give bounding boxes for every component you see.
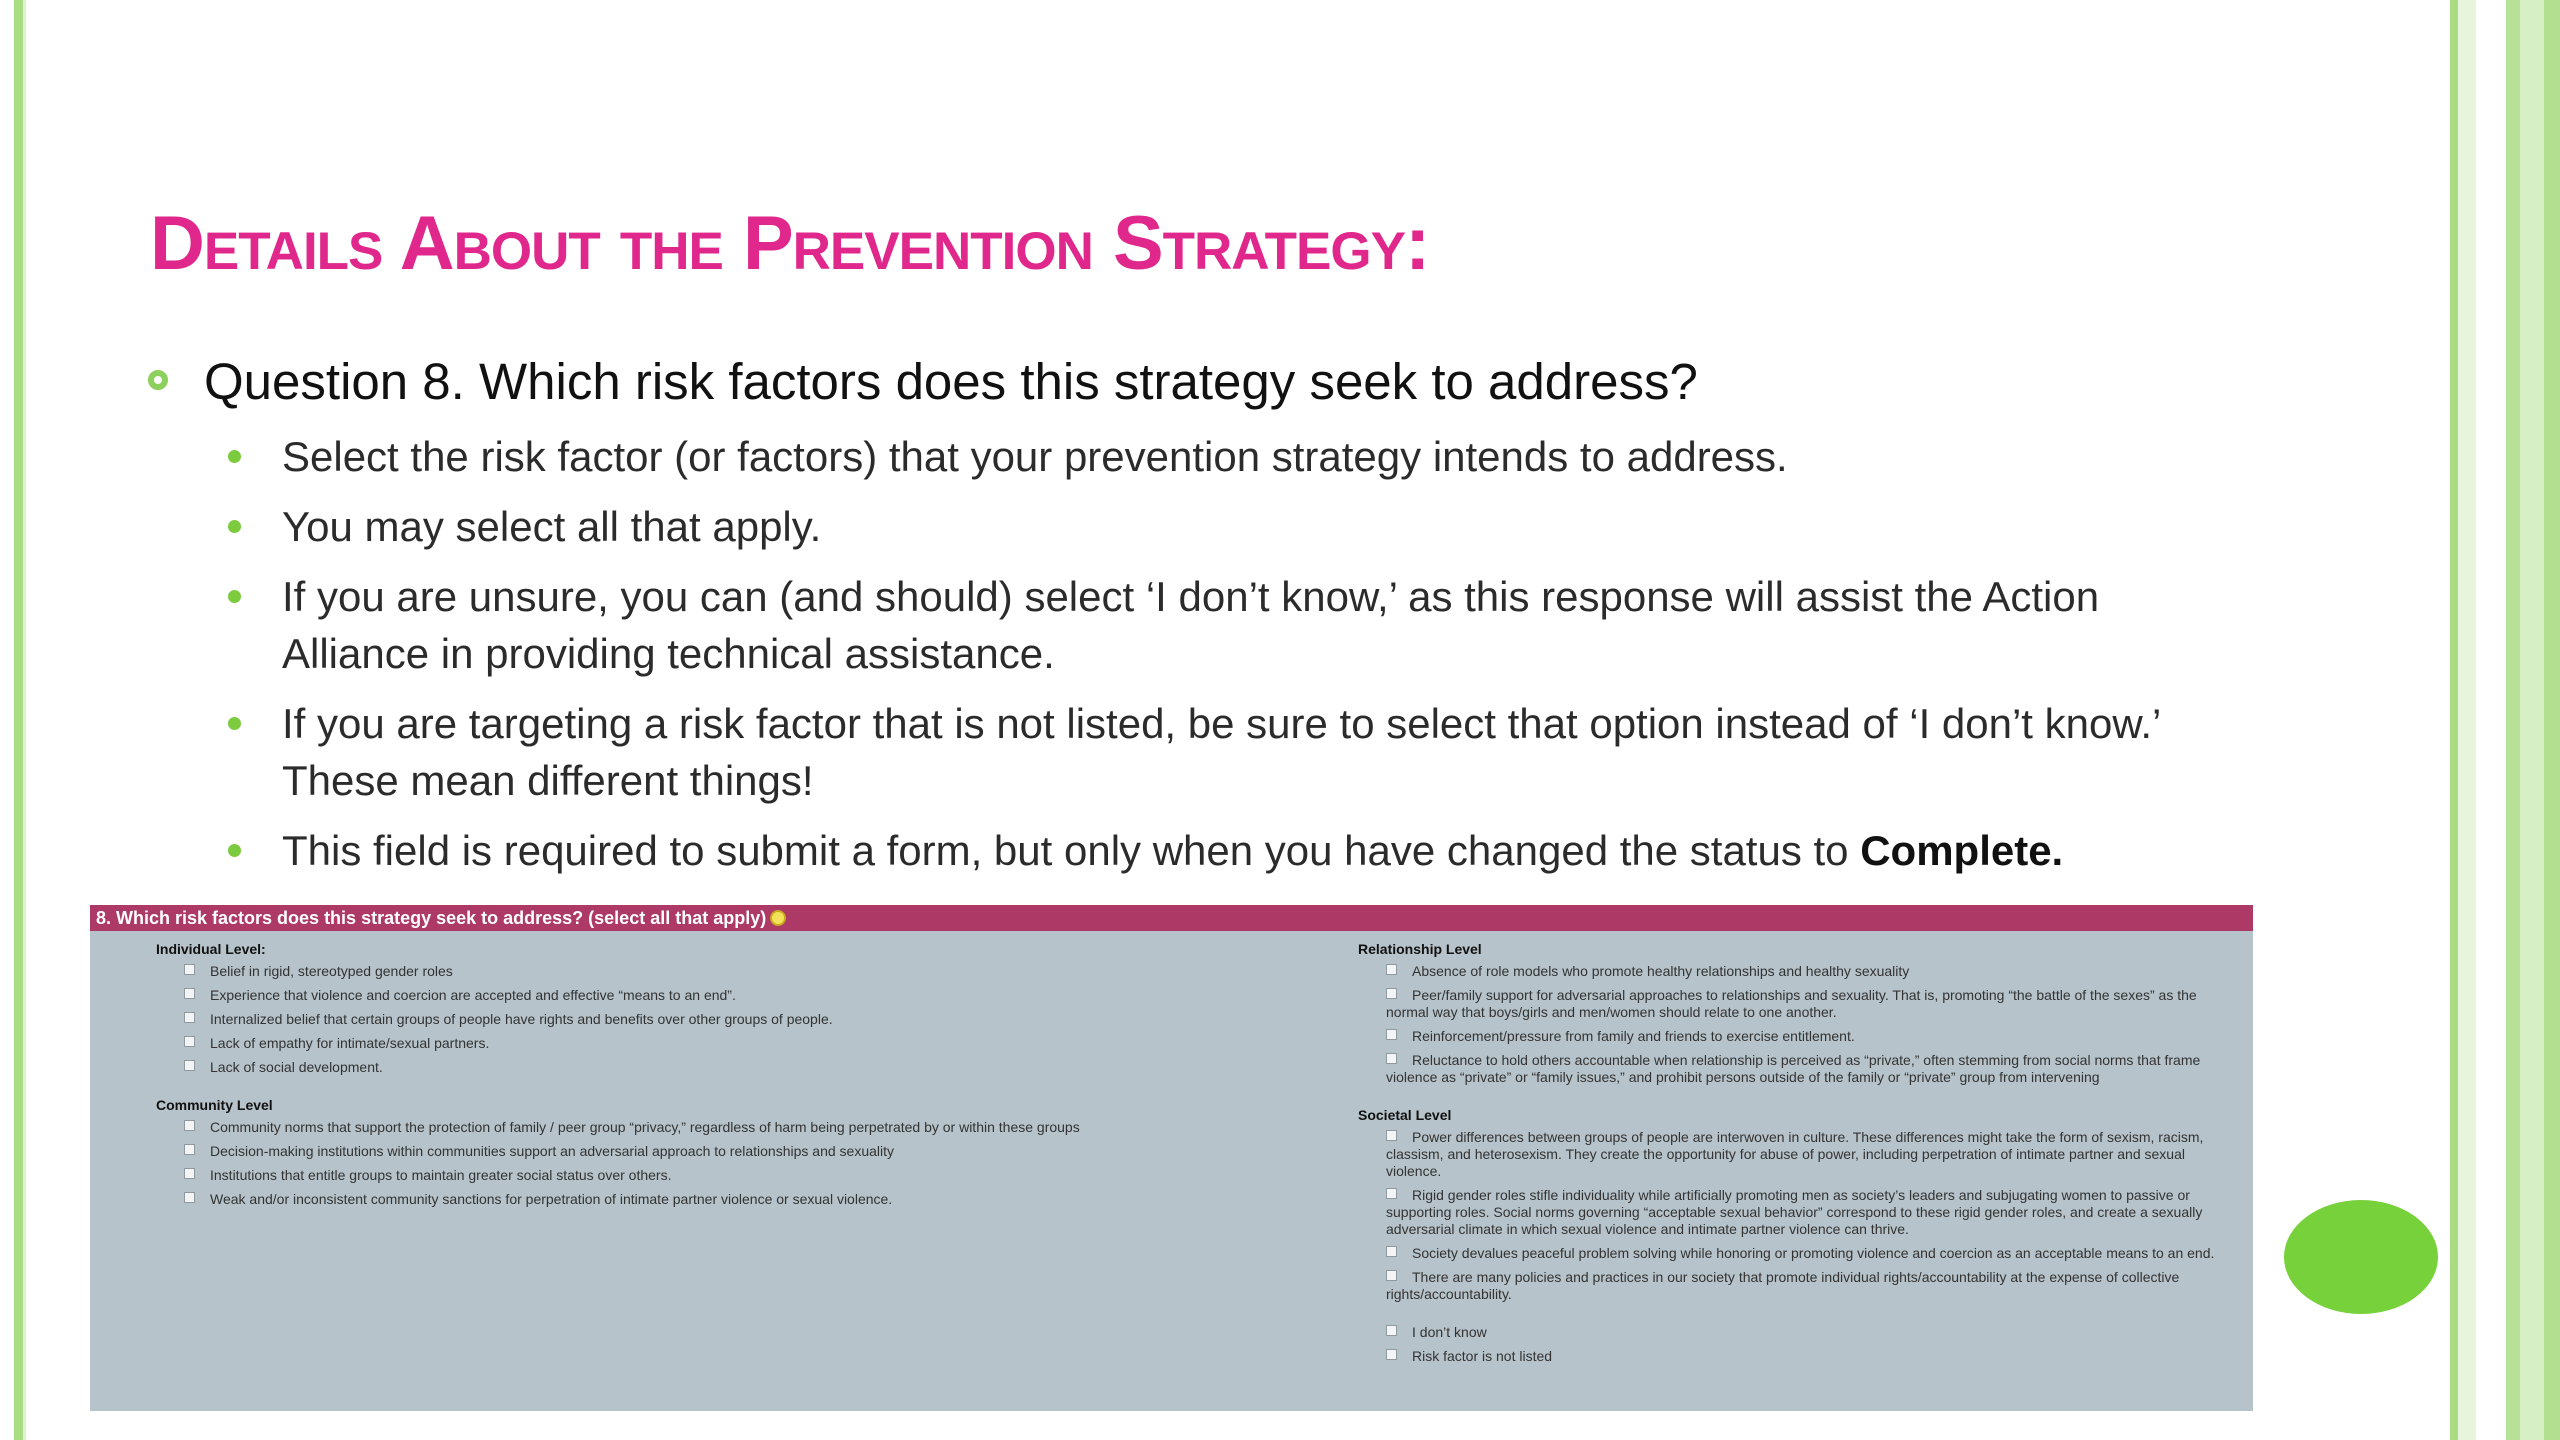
list-item <box>224 695 2224 809</box>
checkbox-icon[interactable] <box>1386 1130 1397 1141</box>
slide-title: Details About the Prevention Strategy: <box>150 201 1430 286</box>
ring-bullet-icon <box>148 370 168 390</box>
right-frame-bar <box>2450 0 2458 1440</box>
form-left-column <box>156 941 1136 1215</box>
option-row <box>1358 1129 2232 1180</box>
bullet-text: You may select all that apply. <box>282 503 822 550</box>
list-item <box>224 568 2224 682</box>
checkbox-icon[interactable] <box>184 988 195 999</box>
option-label: Experience that violence and coercion are accepted and effective “means to an end”. <box>210 987 736 1003</box>
option-label: Risk factor is not listed <box>1412 1348 1553 1364</box>
form-header-text: 8. Which risk factors does this strategy seek to address? (select all that apply) <box>96 908 767 928</box>
checkbox-icon[interactable] <box>184 1012 195 1023</box>
option-label: Absence of role models who promote healthy relationships and healthy sexuality <box>1412 963 1910 979</box>
option-row <box>1358 1028 2253 1045</box>
checkbox-icon[interactable] <box>1386 1029 1397 1040</box>
option-label: Belief in rigid, stereotyped gender roles <box>210 963 453 979</box>
option-row <box>156 963 1136 980</box>
form-right-column <box>1358 941 2253 1372</box>
option-row <box>156 1119 1150 1136</box>
instruction-list <box>224 428 2224 892</box>
option-row <box>1358 1269 2232 1303</box>
bullet-bold-text: Complete. <box>1860 827 2064 874</box>
checkbox-icon[interactable] <box>1386 1188 1397 1199</box>
option-label: I don’t know <box>1412 1324 1487 1340</box>
right-frame-bar <box>2520 0 2544 1440</box>
bullet-text: If you are targeting a risk factor that is not listed, be sure to select that option instead of ‘I don’t know.’ These mean different things! <box>282 700 2160 804</box>
checkbox-icon[interactable] <box>184 1036 195 1047</box>
option-label: Internalized belief that certain groups of people have rights and benefits over other groups of people. <box>210 1011 833 1027</box>
checkbox-icon[interactable] <box>1386 1053 1397 1064</box>
option-label: There are many policies and practices in our society that promote individual rights/accountability at the expense of collective rights/accountability. <box>1386 1269 2180 1302</box>
option-label: Rigid gender roles stifle individuality while artificially promoting men as society’s leaders and subjugating women to passive or supporting roles. Social norms governing “acceptable sexual behavior” correspond to these rigid gender roles, and create a sexually adversarial climate in which sexual violence and intimate partner violence can thrive. <box>1386 1187 2203 1237</box>
option-row <box>156 1191 1136 1208</box>
checkbox-icon[interactable] <box>1386 1270 1397 1281</box>
right-frame-bar <box>2544 0 2560 1440</box>
help-icon[interactable] <box>770 910 786 926</box>
decorative-green-circle <box>2284 1200 2438 1314</box>
option-label: Reluctance to hold others accountable when relationship is perceived as “private,” often stemming from social norms that frame violence as “private” or “family issues,” and prohibit persons outside of the family or “private” group from intervening <box>1386 1052 2201 1085</box>
dot-bullet-icon <box>228 717 241 730</box>
checkbox-icon[interactable] <box>1386 1349 1397 1360</box>
list-item <box>224 498 2224 555</box>
checkbox-icon[interactable] <box>184 1120 195 1131</box>
option-label: Lack of social development. <box>210 1059 383 1075</box>
checkbox-icon[interactable] <box>184 1144 195 1155</box>
left-frame-bar <box>14 0 23 1440</box>
option-row <box>1358 1052 2232 1086</box>
list-item <box>224 822 2224 879</box>
checkbox-icon[interactable] <box>1386 988 1397 999</box>
right-frame-bar <box>2458 0 2476 1440</box>
option-label: Power differences between groups of people are interwoven in culture. These differences might take the form of sexism, racism, classism, and heterosexism. They create the opportunity for abuse of power, including perpetration of intimate partner and sexual violence. <box>1386 1129 2204 1179</box>
question-text: Question 8. Which risk factors does this strategy seek to address? <box>204 353 1698 410</box>
checkbox-icon[interactable] <box>1386 964 1397 975</box>
option-label: Decision-making institutions within communities support an adversarial approach to relationships and sexuality <box>210 1143 895 1159</box>
option-row <box>1358 963 2253 980</box>
risk-factor-form <box>90 905 2253 1411</box>
option-row <box>156 1143 1136 1160</box>
form-header <box>90 905 2253 931</box>
right-frame-bar <box>2476 0 2506 1440</box>
bullet-text: Select the risk factor (or factors) that your prevention strategy intends to address. <box>282 433 1788 480</box>
option-row <box>156 1167 1136 1184</box>
option-row <box>1358 1187 2232 1238</box>
option-row <box>156 1059 1136 1076</box>
dot-bullet-icon <box>228 520 241 533</box>
option-label: Weak and/or inconsistent community sanctions for perpetration of intimate partner violence or sexual violence. <box>210 1191 893 1207</box>
option-label: Institutions that entitle groups to maintain greater social status over others. <box>210 1167 672 1183</box>
option-row <box>1358 1324 2253 1341</box>
section-title-community: Community Level <box>156 1097 273 1113</box>
checkbox-icon[interactable] <box>184 1168 195 1179</box>
left-frame-inner-bar <box>23 0 26 1440</box>
checkbox-icon[interactable] <box>1386 1246 1397 1257</box>
dot-bullet-icon <box>228 450 241 463</box>
option-label: Reinforcement/pressure from family and friends to exercise entitlement. <box>1412 1028 1855 1044</box>
section-title-societal: Societal Level <box>1358 1107 1452 1123</box>
right-frame-bar <box>2506 0 2520 1440</box>
checkbox-icon[interactable] <box>1386 1325 1397 1336</box>
bullet-text: If you are unsure, you can (and should) select ‘I don’t know,’ as this response will assist the Action Alliance in providing technical assistance. <box>282 573 2100 677</box>
option-row <box>156 1011 1136 1028</box>
dot-bullet-icon <box>228 844 241 857</box>
option-row <box>1358 987 2232 1021</box>
checkbox-icon[interactable] <box>184 1192 195 1203</box>
list-item <box>224 428 2224 485</box>
option-label: Society devalues peaceful problem solving while honoring or promoting violence and coercion as an acceptable means to an end. <box>1412 1245 2215 1261</box>
option-label: Lack of empathy for intimate/sexual partners. <box>210 1035 490 1051</box>
option-label: Community norms that support the protection of family / peer group “privacy,” regardless of harm being perpetrated by or within these groups <box>210 1119 1080 1135</box>
option-row <box>156 1035 1136 1052</box>
dot-bullet-icon <box>228 590 241 603</box>
checkbox-icon[interactable] <box>184 1060 195 1071</box>
option-row <box>1358 1245 2232 1262</box>
section-title-relationship: Relationship Level <box>1358 941 1482 957</box>
checkbox-icon[interactable] <box>184 964 195 975</box>
section-title-individual: Individual Level: <box>156 941 266 957</box>
option-label: Peer/family support for adversarial approaches to relationships and sexuality. That is, promoting “the battle of the sexes” as the normal way that boys/girls and men/women should relate to one another. <box>1386 987 2197 1020</box>
option-row <box>156 987 1136 1004</box>
option-row <box>1358 1348 2253 1365</box>
bullet-text: This field is required to submit a form, but only when you have changed the status to <box>282 827 1861 874</box>
